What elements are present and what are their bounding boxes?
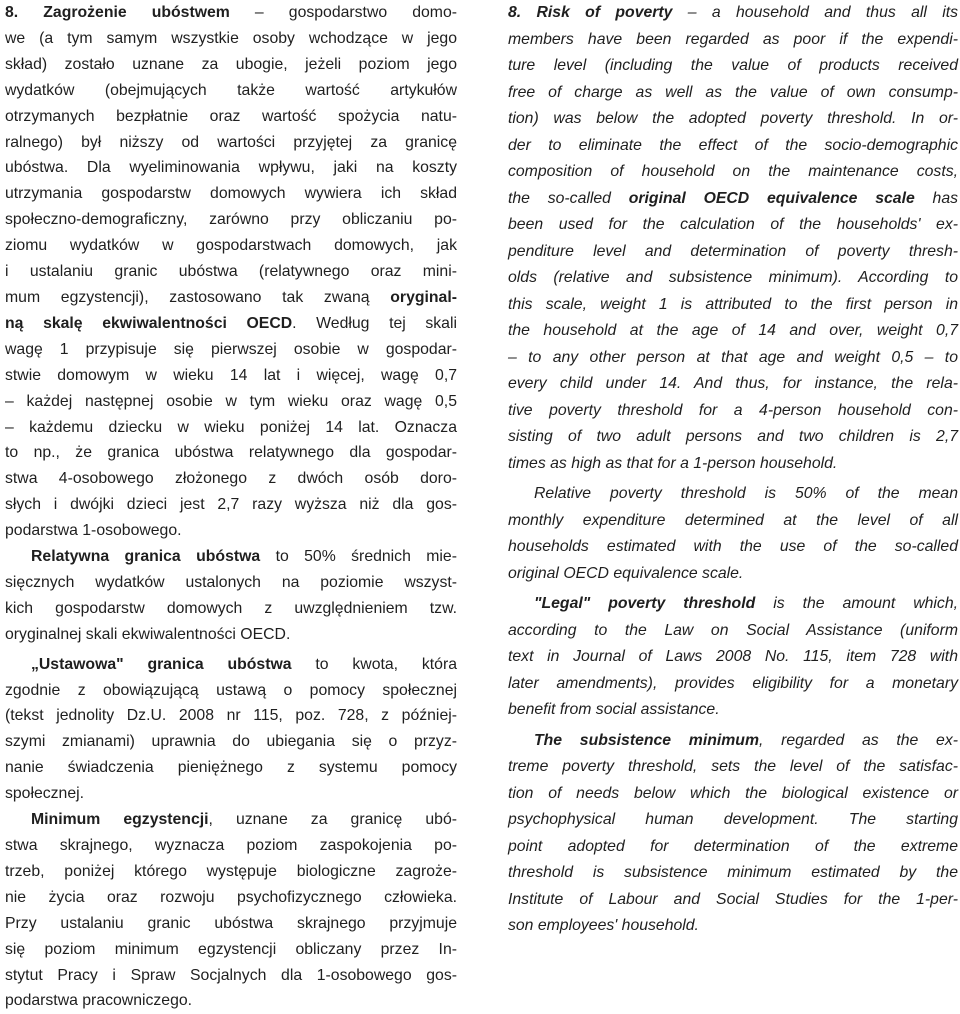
text-run: się poziom minimum egzystencji obliczany przez In- — [5, 940, 457, 958]
text-line — [508, 591, 958, 618]
text-line — [508, 887, 958, 914]
text-line — [508, 186, 958, 213]
text-line — [508, 318, 958, 345]
text-run: . Według tej skali — [292, 314, 457, 332]
text-run: stwa skrajnego, wyznacza poziom zaspokojenia po- — [5, 837, 457, 854]
text-line — [5, 26, 457, 52]
text-line — [508, 424, 958, 451]
text-line — [5, 911, 457, 937]
text-line — [5, 0, 457, 26]
text-line — [508, 27, 958, 54]
en-para-subsistence-minimum — [508, 728, 958, 940]
text-run: benefit from social assistance. — [508, 701, 720, 718]
bold-term: „Ustawowa" granica ubóstwa — [31, 655, 292, 673]
text-line — [508, 834, 958, 861]
bold-term: ną skalę ekwiwalentności OECD — [5, 314, 293, 332]
text-line — [5, 389, 457, 415]
text-run: nanie świadczenia pieniężnego z systemu pomocy — [5, 759, 457, 777]
text-run: , uznane za granicę ubó- — [208, 811, 457, 829]
text-run: sisting of two adult persons and two children is 2,7 — [508, 428, 958, 445]
text-run: zgodnie z obowiązującą ustawą o pomocy społecznej — [5, 681, 457, 699]
text-line — [508, 265, 958, 292]
text-run: tion) was below the adopted poverty threshold. In or- — [508, 110, 958, 127]
text-line — [508, 212, 958, 239]
text-run: ture level (including the value of products received — [508, 57, 958, 74]
text-run: olds (relative and subsistence minimum). According to — [508, 269, 958, 286]
text-run: Relative poverty threshold is 50% of the mean — [534, 485, 958, 502]
text-line — [508, 398, 958, 425]
text-line — [5, 755, 457, 781]
text-line — [508, 860, 958, 887]
text-run: der to eliminate the effect of the socio-demographic — [508, 136, 958, 154]
text-line — [5, 570, 457, 596]
text-line — [5, 937, 457, 963]
text-line — [508, 345, 958, 372]
text-run: stwa 4-osobowego złożonego z dwóch osób doro- — [5, 470, 457, 488]
text-run: penditure level and determination of poverty thresh- — [508, 242, 958, 260]
text-run: szymi zmianami) uprawnia do ubiegania się o przyz- — [5, 733, 457, 751]
text-line — [5, 963, 457, 989]
text-line — [508, 618, 958, 645]
en-para-relative-threshold — [508, 481, 958, 587]
text-line — [5, 337, 457, 363]
text-line — [508, 159, 958, 186]
text-line — [508, 371, 958, 398]
text-line — [5, 833, 457, 859]
text-run: społeczno-demograficzny, zarówno przy obliczaniu po- — [5, 211, 457, 229]
text-run: ubóstwa. Dla wyeliminowania wpływu, jaki na koszty — [5, 159, 457, 177]
text-line — [508, 508, 958, 535]
bold-term: 8. — [5, 4, 44, 21]
text-run: point adopted for determination of the extreme — [508, 837, 958, 855]
text-line — [5, 207, 457, 233]
text-line — [5, 703, 457, 729]
text-run: – to any other person at that age and weight 0,5 – to — [508, 348, 958, 366]
text-line — [5, 807, 457, 833]
bold-term: Risk of poverty — [536, 4, 673, 21]
en-para-legal-threshold — [508, 591, 958, 724]
text-run: original OECD equivalence scale. — [508, 564, 744, 582]
text-line — [508, 807, 958, 834]
text-run: wagę 1 przypisuje się pierwszej osobie w gospodar- — [5, 340, 457, 358]
text-run: kich gospodarstw domowych z uwzględnieniem tzw. — [5, 599, 457, 617]
text-run: – każdemu dziecku w wieku poniżej 14 lat. Oznacza — [5, 418, 457, 436]
text-line — [5, 415, 457, 441]
bold-term: 8. — [508, 4, 537, 21]
text-run: every child under 14. And thus, for instance, the rela- — [508, 375, 958, 392]
text-line — [5, 859, 457, 885]
text-run: according to the Law on Social Assistance (uniform — [508, 621, 958, 639]
text-line — [508, 644, 958, 671]
text-line — [508, 0, 958, 27]
text-run: ziomu wydatków w gospodarstwach domowych, jak — [5, 237, 457, 255]
en-para-poverty-risk — [508, 0, 958, 477]
text-line — [5, 259, 457, 285]
text-line — [5, 104, 457, 130]
text-line — [508, 80, 958, 107]
text-line — [5, 544, 457, 570]
text-run: utrzymania gospodarstw domowych wywiera ich skład — [5, 185, 457, 203]
text-run: – gospodarstwo domo- — [229, 4, 457, 21]
text-line — [508, 561, 958, 588]
text-run: , regarded as the ex- — [759, 731, 958, 749]
text-run: Przy ustalaniu granic ubóstwa skrajnego przyjmuje — [5, 914, 457, 932]
text-line — [5, 988, 457, 1014]
text-run: to 50% średnich mie- — [260, 548, 457, 566]
text-run: threshold is subsistence minimum estimated by the — [508, 864, 958, 881]
text-line — [508, 239, 958, 266]
text-run: trzeb, poniżej którego występuje biologiczne zagroże- — [5, 862, 457, 880]
text-run: this scale, weight 1 is attributed to the first person in — [508, 295, 958, 313]
text-run: ralnego) był niższy od wartości przyjętej za granicę — [5, 133, 457, 151]
text-line — [5, 781, 457, 807]
polish-column — [5, 0, 457, 1014]
text-run: (tekst jednolity Dz.U. 2008 nr 115, poz. 728, z później- — [5, 707, 457, 725]
text-run: stwie domowym w wieku 14 lat i więcej, wagę 0,7 — [5, 366, 457, 384]
text-line — [508, 106, 958, 133]
text-line — [5, 729, 457, 755]
text-run: Institute of Labour and Social Studies for the 1-per- — [508, 890, 958, 908]
text-run: later amendments), provides eligibility for a monetary — [508, 674, 958, 692]
text-run: oryginalnej skali ekwiwalentności OECD. — [5, 625, 291, 643]
text-run: times as high as that for a 1-person household. — [508, 454, 838, 472]
text-line — [508, 534, 958, 561]
text-run: is the amount which, — [755, 595, 958, 612]
pl-para-relative-threshold — [5, 544, 457, 648]
bold-term: Minimum egzystencji — [31, 811, 209, 829]
text-line — [508, 754, 958, 781]
text-run: słych i dwójki dzieci jest 2,7 razy wyższa niż dla gos- — [5, 496, 457, 514]
text-run: i ustalaniu granic ubóstwa (relatywnego oraz mini- — [5, 263, 457, 281]
text-run: composition of household on the maintenance costs, — [508, 163, 958, 180]
text-line — [508, 53, 958, 80]
text-run: the household at the age of 14 and over, weight 0,7 — [508, 322, 958, 339]
text-line — [5, 233, 457, 259]
bold-term: Relatywna granica ubóstwa — [31, 548, 261, 566]
pl-para-poverty-risk — [5, 0, 457, 544]
text-run: monthly expenditure determined at the level of all — [508, 511, 958, 529]
text-line — [5, 652, 457, 678]
pl-para-subsistence-minimum — [5, 807, 457, 1014]
text-run: stytut Pracy i Spraw Socjalnych dla 1-osobowego gos- — [5, 966, 457, 984]
text-run: households estimated with the use of the so-called — [508, 538, 958, 555]
text-run: – każdej następnej osobie w tym wieku oraz wagę 0,5 — [5, 392, 457, 410]
text-run: to kwota, która — [291, 655, 457, 673]
text-run: otrzymanych bezpłatnie oraz wartość spożycia natu- — [5, 107, 457, 125]
text-run: to np., że granica ubóstwa relatywnego dla gospodar- — [5, 444, 457, 462]
text-line — [5, 622, 457, 648]
text-line — [5, 311, 457, 337]
text-line — [5, 155, 457, 181]
bold-term: Zagrożenie ubóstwem — [43, 4, 230, 21]
text-line — [508, 451, 958, 478]
text-run: sięcznych wydatków ustalonych na poziomie wszyst- — [5, 573, 457, 591]
bold-term: The subsistence minimum — [534, 731, 759, 749]
text-line — [508, 913, 958, 940]
text-run: free of charge as well as the value of own consump- — [508, 83, 958, 101]
pl-para-legal-threshold — [5, 652, 457, 807]
text-run: podarstwa pracowniczego. — [5, 992, 193, 1010]
text-run: the so-called — [508, 189, 629, 207]
bold-term: oryginal- — [390, 288, 457, 306]
text-run: been used for the calculation of the households' ex- — [508, 216, 958, 233]
text-run: we (a tym samym wszystkie osoby wchodzące w jego — [5, 29, 457, 47]
text-line — [508, 292, 958, 319]
text-run: wydatków (obejmujących także wartość artykułów — [5, 81, 457, 99]
text-run: nie życia oraz rozwoju psychofizycznego człowieka. — [5, 888, 457, 906]
text-line — [508, 133, 958, 160]
text-run: mum egzystencji), zastosowano tak zwaną — [5, 288, 391, 306]
bold-term: "Legal" poverty threshold — [534, 595, 756, 612]
english-column — [508, 0, 958, 940]
text-line — [5, 363, 457, 389]
text-line — [5, 52, 457, 78]
text-run: społecznej. — [5, 785, 85, 803]
text-line — [5, 181, 457, 207]
text-run: treme poverty threshold, sets the level of the satisfac- — [508, 758, 958, 775]
text-line — [5, 492, 457, 518]
text-line — [508, 481, 958, 508]
text-line — [5, 596, 457, 622]
text-run: son employees' household. — [508, 917, 699, 934]
text-run: members have been regarded as poor if the expendi- — [508, 30, 958, 48]
text-run: psychophysical human development. The starting — [508, 811, 958, 828]
text-run: has — [914, 189, 958, 207]
bold-term: original OECD equivalence scale — [628, 189, 915, 207]
text-line — [5, 885, 457, 911]
text-run: – a household and thus all its — [672, 4, 958, 21]
text-line — [5, 518, 457, 544]
text-line — [5, 78, 457, 104]
text-line — [5, 285, 457, 311]
text-line — [5, 440, 457, 466]
text-line — [508, 697, 958, 724]
text-line — [508, 781, 958, 808]
text-line — [508, 671, 958, 698]
text-run: podarstwa 1-osobowego. — [5, 522, 182, 540]
text-run: tive poverty threshold for a 4-person household con- — [508, 401, 958, 419]
text-run: tion of needs below which the biological existence or — [508, 784, 958, 802]
text-line — [508, 728, 958, 755]
text-line — [5, 130, 457, 156]
text-run: text in Journal of Laws 2008 No. 115, item 728 with — [508, 648, 958, 665]
text-line — [5, 466, 457, 492]
text-line — [5, 678, 457, 704]
text-run: skład) zostało uznane za ubogie, jeżeli poziom jego — [5, 55, 457, 73]
